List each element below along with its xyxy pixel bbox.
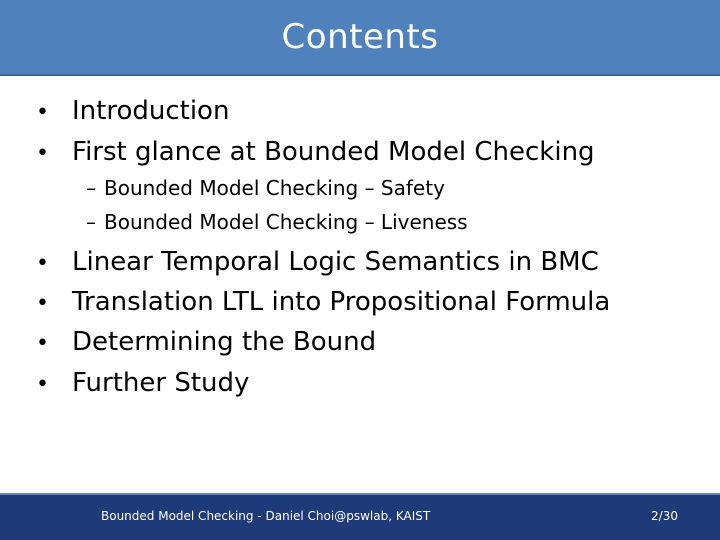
bullet-dot: • <box>36 291 49 316</box>
bullet-dot: • <box>36 251 49 276</box>
bullet-item <box>36 96 229 128</box>
bullet-dot: • <box>36 141 49 166</box>
sub-bullet-item <box>86 176 445 200</box>
bullet-text: Translation LTL into Propositional Formula <box>72 287 611 317</box>
bullet-text: Introduction <box>72 96 230 126</box>
sub-bullet-text: Bounded Model Checking – Liveness <box>104 210 468 234</box>
bullet-item <box>36 327 376 359</box>
bullet-text: First glance at Bounded Model Checking <box>72 137 595 167</box>
footer-text: Bounded Model Checking - Daniel Choi@pswlab, KAIST <box>101 509 431 523</box>
sub-bullet-text: Bounded Model Checking – Safety <box>104 176 445 200</box>
slide-title: Contents <box>281 17 439 57</box>
bullet-text: Linear Temporal Logic Semantics in BMC <box>72 247 599 277</box>
sub-bullet-dash: – <box>86 176 96 200</box>
bullet-dot: • <box>36 100 49 125</box>
sub-bullet-dash: – <box>86 210 96 234</box>
bullet-text: Further Study <box>72 368 250 398</box>
bullet-item <box>36 287 610 319</box>
page-number: 2/30 <box>651 509 678 523</box>
bullet-item <box>36 247 599 279</box>
footer-bar <box>0 493 720 540</box>
bullet-dot: • <box>36 331 49 356</box>
sub-bullet-item <box>86 210 468 234</box>
bullet-text: Determining the Bound <box>72 327 377 357</box>
bullet-item <box>36 137 595 169</box>
bullet-item <box>36 368 249 400</box>
bullet-dot: • <box>36 372 49 397</box>
